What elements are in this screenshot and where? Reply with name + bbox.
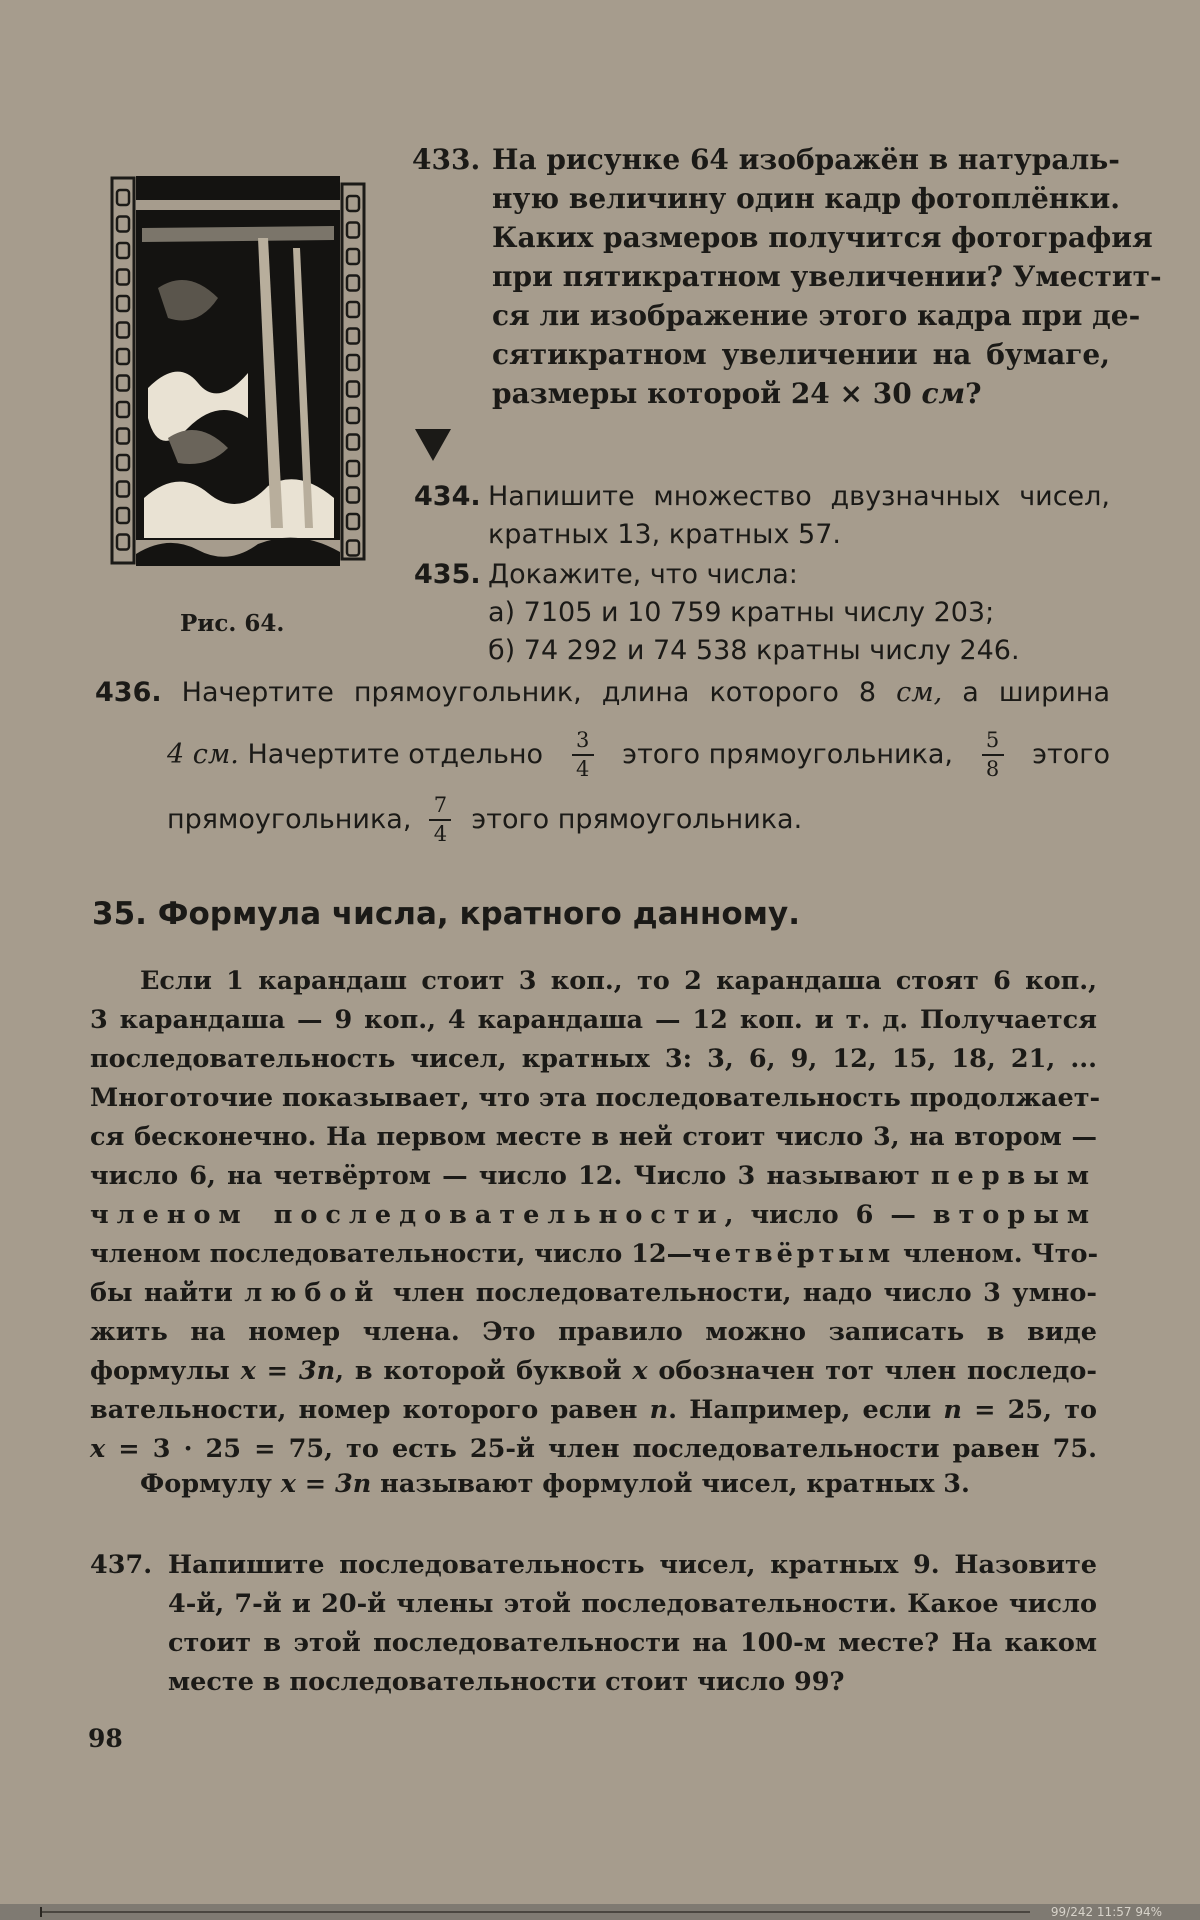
problem-line: 436. Начертите прямоугольник, длина которого 8 см, а ширина [95, 674, 1110, 712]
problem-433 [412, 140, 1162, 413]
problem-number: 434. [414, 481, 481, 512]
problem-line: сятикратном увеличении на бумаге, [492, 338, 1110, 371]
fraction: $\frac{3}{4}$ [572, 729, 594, 780]
section-heading: 35. Формула числа, кратного данному. [92, 896, 801, 932]
problem-number: 435. [414, 559, 481, 590]
sprocket-hole [347, 302, 359, 317]
problem-line: размеры которой 24 × 30 см? [492, 377, 982, 410]
sprocket-hole [117, 270, 129, 285]
sprocket-hole [117, 190, 129, 205]
problem-435 [414, 556, 1110, 670]
sprocket-hole [347, 355, 359, 370]
problem-line: Докажите, что числа: [488, 559, 798, 590]
sprocket-hole [117, 217, 129, 232]
sprocket-hole [347, 488, 359, 503]
sprocket-hole [117, 402, 129, 417]
sprocket-hole [117, 508, 129, 523]
page-number: 98 [88, 1724, 123, 1753]
sprocket-hole [347, 382, 359, 397]
problem-line: б) 74 292 и 74 538 кратны числу 246. [488, 635, 1020, 666]
problem-number: 437. [90, 1550, 153, 1580]
sprocket-hole [117, 535, 129, 550]
problem-number: 433. [412, 143, 481, 176]
fraction: $\frac{5}{8}$ [982, 729, 1004, 780]
sprocket-hole [347, 223, 359, 238]
difficulty-marker-icon [413, 427, 453, 463]
sprocket-hole [347, 276, 359, 291]
fraction: $\frac{7}{4}$ [429, 794, 451, 845]
sprocket-hole [347, 461, 359, 476]
figure-caption: Рис. 64. [180, 610, 285, 637]
problem-line: кратных 13, кратных 57. [488, 519, 841, 550]
problem-437 [90, 1546, 1097, 1702]
sprocket-hole [347, 408, 359, 423]
problem-line: Напишите множество двузначных чисел, [488, 481, 1110, 512]
problem-line: Напишите последовательность чисел, кратных 9. Назовите [168, 1550, 1097, 1580]
problem-line: На рисунке 64 изображён в натураль- [492, 143, 1120, 176]
problem-line: Каких размеров получится фотография [492, 221, 1153, 254]
sprocket-hole [117, 429, 129, 444]
reading-progress-track[interactable] [40, 1911, 1030, 1913]
problem-line: 4-й, 7-й и 20-й члены этой последовательности. Какое число [168, 1589, 1097, 1619]
problem-line: а) 7105 и 10 759 кратны числу 203; [488, 597, 995, 628]
problem-number: 436. [95, 677, 162, 708]
sprocket-hole [347, 435, 359, 450]
sprocket-hole [117, 376, 129, 391]
problem-434 [414, 478, 1110, 554]
problem-line: при пятикратном увеличении? Уместит- [492, 260, 1162, 293]
sprocket-hole [347, 249, 359, 264]
sprocket-hole [117, 482, 129, 497]
problem-line: месте в последовательности стоит число 99? [168, 1667, 845, 1697]
status-text: 99/242 11:57 94% [1050, 1905, 1162, 1919]
problem-line: 4 см. Начертите отдельно $\frac{3}{4}$ этого прямоугольника, $\frac{5}{8}$ этого [167, 728, 1110, 781]
sprocket-hole [117, 296, 129, 311]
problem-line: прямоугольника, $\frac{7}{4}$ этого прямоугольника. [167, 793, 803, 846]
reading-progress-handle[interactable] [40, 1907, 42, 1917]
section-paragraph: Если 1 карандаш стоит 3 коп., то 2 карандаша стоят 6 коп., 3 карандаша — 9 коп., 4 карандаша — 12 коп. и т. д. Получается последовательность чисел, кратных 3: 3, 6, 9, 12, 15, 18, 21, ... Многоточие показывает, что эта последовательность продолжает- ся бесконечно. На первом месте в ней стоит число 3, на втором — число 6, на четвёртом — число 12. Число 3 называют первым членом последовательности, число 6 — вторым членом последовательности, число 12—четвёртым членом. Что- бы найти любой член последовательности, надо число 3 умно- жить на номер члена. Это правило можно записать в виде формулы x = 3n, в которой буквой x обозначен тот член последо- вательности, номер которого равен n. Например, если n = 25, то x = 3 · 25 = 75, то есть 25-й член последовательности равен 75. [90, 966, 1101, 1464]
sprocket-hole [347, 541, 359, 556]
sprocket-hole [117, 455, 129, 470]
problem-line: стоит в этой последовательности на 100-м месте? На каком [168, 1628, 1097, 1658]
sprocket-hole [117, 323, 129, 338]
sprocket-hole [117, 243, 129, 258]
film-frame-illustration [108, 168, 368, 573]
problem-line: ся ли изображение этого кадра при де- [492, 299, 1141, 332]
sprocket-hole [347, 196, 359, 211]
sprocket-hole [347, 329, 359, 344]
reader-status-bar [0, 1904, 1200, 1920]
problem-line: ную величину один кадр фотоплёнки. [492, 182, 1121, 215]
sprocket-hole [347, 514, 359, 529]
sprocket-hole [117, 349, 129, 364]
formula-definition: Формулу x = 3n называют формулой чисел, кратных 3. [140, 1469, 970, 1499]
